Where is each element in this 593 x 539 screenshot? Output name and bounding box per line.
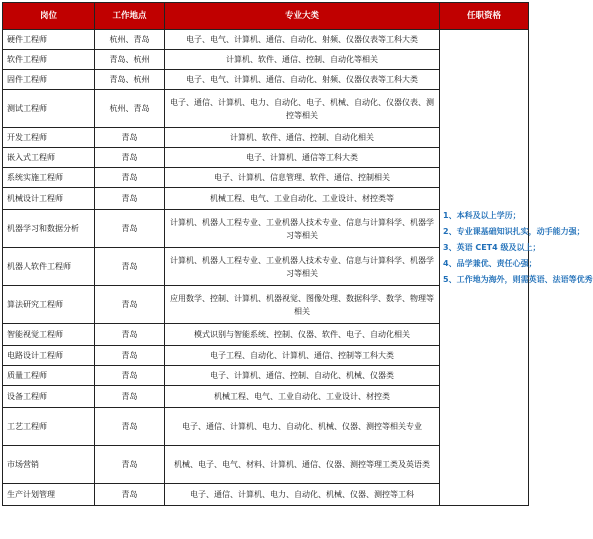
- location-cell: 青岛: [95, 148, 165, 168]
- position-cell: 设备工程师: [3, 386, 95, 408]
- location-cell: 青岛: [95, 128, 165, 148]
- header-position: 岗位: [3, 3, 95, 30]
- header-location: 工作地点: [95, 3, 165, 30]
- major-cell: 电子、通信、计算机、电力、自动化、机械、仪器、测控等工科: [165, 484, 440, 506]
- location-cell: 杭州、青岛: [95, 30, 165, 50]
- location-cell: 青岛、杭州: [95, 50, 165, 70]
- location-cell: 青岛: [95, 446, 165, 484]
- major-cell: 应用数学、控制、计算机、机器视觉、图像处理、数据科学、数学、物理等相关: [165, 286, 440, 324]
- position-cell: 生产计划管理: [3, 484, 95, 506]
- location-cell: 青岛: [95, 168, 165, 188]
- position-cell: 电路设计工程师: [3, 346, 95, 366]
- position-cell: 硬件工程师: [3, 30, 95, 50]
- requirement-item: 1、本科及以上学历；: [443, 211, 521, 220]
- major-cell: 机械、电子、电气、材料、计算机、通信、仪器、测控等理工类及英语类: [165, 446, 440, 484]
- major-cell: 机械工程、电气、工业自动化、工业设计、材控类: [165, 386, 440, 408]
- major-cell: 模式识别与智能系统、控制、仪器、软件、电子、自动化相关: [165, 324, 440, 346]
- major-cell: 电子、计算机、通信、控制、自动化、机械、仪器类: [165, 366, 440, 386]
- location-cell: 青岛: [95, 324, 165, 346]
- position-cell: 算法研究工程师: [3, 286, 95, 324]
- position-cell: 开发工程师: [3, 128, 95, 148]
- location-cell: 青岛、杭州: [95, 70, 165, 90]
- major-cell: 电子、计算机、信息管理、软件、通信、控制相关: [165, 168, 440, 188]
- major-cell: 电子、电气、计算机、通信、自动化、射频、仪器仪表等工科大类: [165, 30, 440, 50]
- requirement-item: 5、工作地为海外，则需英语、法语等优秀: [443, 275, 593, 284]
- header-major: 专业大类: [165, 3, 440, 30]
- major-cell: 电子、通信、计算机、电力、自动化、机械、仪器、测控等相关专业: [165, 408, 440, 446]
- location-cell: 青岛: [95, 188, 165, 210]
- position-cell: 软件工程师: [3, 50, 95, 70]
- major-cell: 机械工程、电气、工业自动化、工业设计、材控类等: [165, 188, 440, 210]
- requirement-item: 4、品学兼优、责任心强；: [443, 259, 537, 268]
- header-requirements: 任职资格: [440, 3, 529, 30]
- positions-table: [2, 2, 593, 506]
- major-cell: 电子、通信、计算机、电力、自动化、电子、机械、自动化、仪器仪表、测控等相关: [165, 90, 440, 128]
- table-header-row: [3, 3, 529, 30]
- major-cell: 电子、计算机、通信等工科大类: [165, 148, 440, 168]
- position-cell: 测试工程师: [3, 90, 95, 128]
- position-cell: 机器学习和数据分析: [3, 210, 95, 248]
- position-cell: 工艺工程师: [3, 408, 95, 446]
- major-cell: 电子、电气、计算机、通信、自动化、射频、仪器仪表等工科大类: [165, 70, 440, 90]
- location-cell: 青岛: [95, 248, 165, 286]
- position-cell: 固件工程师: [3, 70, 95, 90]
- major-cell: 计算机、软件、通信、控制、自动化等相关: [165, 50, 440, 70]
- location-cell: 青岛: [95, 484, 165, 506]
- location-cell: 青岛: [95, 386, 165, 408]
- position-cell: 机械设计工程师: [3, 188, 95, 210]
- location-cell: 青岛: [95, 366, 165, 386]
- position-cell: 系统实施工程师: [3, 168, 95, 188]
- requirement-item: 2、专业课基础知识扎实，动手能力强；: [443, 227, 585, 236]
- requirement-item: 3、英语 CET4 级及以上；: [443, 243, 541, 252]
- major-cell: 计算机、机器人工程专业、工业机器人技术专业、信息与计算科学、机器学习等相关: [165, 210, 440, 248]
- location-cell: 杭州、青岛: [95, 90, 165, 128]
- major-cell: 计算机、软件、通信、控制、自动化相关: [165, 128, 440, 148]
- major-cell: 计算机、机器人工程专业、工业机器人技术专业、信息与计算科学、机器学习等相关: [165, 248, 440, 286]
- position-cell: 嵌入式工程师: [3, 148, 95, 168]
- major-cell: 电子工程、自动化、计算机、通信、控制等工科大类: [165, 346, 440, 366]
- location-cell: 青岛: [95, 210, 165, 248]
- location-cell: 青岛: [95, 408, 165, 446]
- position-cell: 质量工程师: [3, 366, 95, 386]
- requirements-cell: [440, 30, 593, 506]
- location-cell: 青岛: [95, 286, 165, 324]
- position-cell: 机器人软件工程师: [3, 248, 95, 286]
- position-cell: 市场营销: [3, 446, 95, 484]
- location-cell: 青岛: [95, 346, 165, 366]
- position-cell: 智能视觉工程师: [3, 324, 95, 346]
- table-row: [3, 30, 529, 50]
